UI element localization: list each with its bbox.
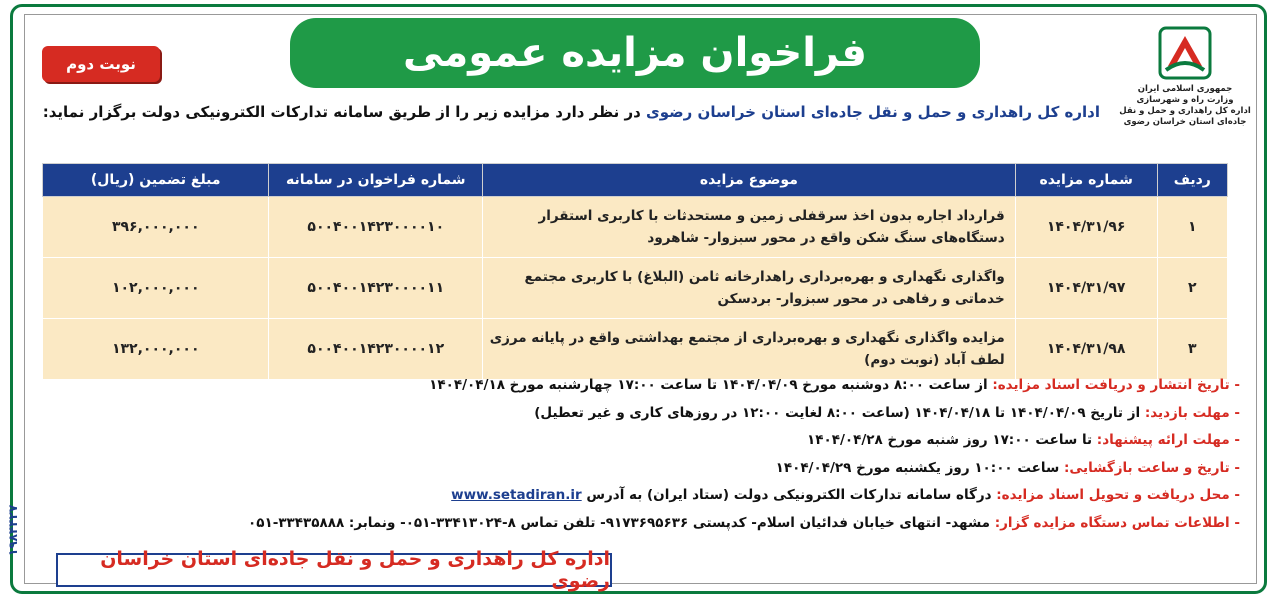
footer-text: اداره کل راهداری و حمل و نقل جاده‌ای استان خراسان رضوی <box>100 548 610 592</box>
detail-value: از تاریخ ۱۴۰۴/۰۴/۰۹ تا ۱۴۰۴/۰۴/۱۸ (ساعت ۸:۰۰ لغایت ۱۲:۰۰ در روزهای کاری و غیر تعطیل) <box>534 404 1145 421</box>
table-row <box>43 258 1228 319</box>
detail-label: - مهلت بازدید: <box>1144 404 1240 421</box>
detail-publish-date <box>30 372 1240 400</box>
guarantee-amount: ۳۹۶,۰۰۰,۰۰۰ <box>43 197 269 258</box>
title-text: فراخوان مزایده عمومی <box>403 30 867 76</box>
auction-subject: واگذاری نگهداری و بهره‌برداری راهدارخانه ثامن (البلاغ) با کاربری مجتمع خدماتی و رفاهی در محور سبزوار- بردسکن <box>483 258 1016 319</box>
guarantee-amount: ۱۳۲,۰۰۰,۰۰۰ <box>43 319 269 380</box>
auction-table <box>42 163 1228 380</box>
detail-label: - اطلاعات تماس دستگاه مزایده گزار: <box>994 514 1240 531</box>
auction-number: ۱۴۰۴/۳۱/۹۸ <box>1015 319 1157 380</box>
second-round-badge <box>42 46 160 82</box>
auction-number: ۱۴۰۴/۳۱/۹۶ <box>1015 197 1157 258</box>
header-subject: موضوع مزایده <box>483 164 1016 197</box>
auction-subject: مزایده واگذاری نگهداری و بهره‌برداری از مجتمع بهداشتی واقع در پایانه مرزی لطف آباد (نوبت دوم) <box>483 319 1016 380</box>
logo-text-2: وزارت راه و شهرسازی <box>1136 95 1234 105</box>
logo-text-4: جاده‌ای استان خراسان رضوی <box>1123 117 1247 127</box>
detail-value: درگاه سامانه تدارکات الکترونیکی دولت (ستاد ایران) به آدرس <box>581 487 997 503</box>
detail-value: تا ساعت ۱۷:۰۰ روز شنبه مورخ ۱۴۰۴/۰۴/۲۸ <box>807 432 1097 448</box>
header-auction-number: شماره مزایده <box>1015 164 1157 197</box>
footer-organization <box>56 548 612 592</box>
call-number: ۵۰۰۴۰۰۱۴۲۳۰۰۰۰۱۱ <box>269 258 483 319</box>
detail-label: - تاریخ انتشار و دریافت اسناد مزایده: <box>992 377 1240 393</box>
detail-offer-deadline <box>30 427 1240 455</box>
guarantee-amount: ۱۰۲,۰۰۰,۰۰۰ <box>43 258 269 319</box>
detail-opening-date <box>30 455 1240 483</box>
road-transport-logo-icon <box>1158 26 1212 80</box>
header-guarantee-amount: مبلغ تضمین (ریال) <box>43 164 269 197</box>
detail-label: - تاریخ و ساعت بازگشایی: <box>1063 459 1240 476</box>
organization-logo <box>1110 26 1260 156</box>
auction-details <box>30 372 1240 537</box>
detail-value: ساعت ۱۰:۰۰ روز یکشنبه مورخ ۱۴۰۴/۰۴/۲۹ <box>775 459 1064 476</box>
row-number: ۱ <box>1157 197 1227 258</box>
detail-value: از ساعت ۸:۰۰ دوشنبه مورخ ۱۴۰۴/۰۴/۰۹ تا ساعت ۱۷:۰۰ چهارشنبه مورخ ۱۴۰۴/۰۴/۱۸ <box>429 377 993 393</box>
row-number: ۳ <box>1157 319 1227 380</box>
intro-organization: اداره کل راهداری و حمل و نقل جاده‌ای استان خراسان رضوی <box>646 103 1100 121</box>
detail-value: مشهد- انتهای خیابان فدائیان اسلام- کدپستی ۹۱۷۳۶۹۵۶۳۶- تلفن تماس ۸-۳۳۴۱۳۰۲۴-۰۵۱- ونمابر: ۳۳۴۳۵۸۸۸-۰۵۱ <box>247 514 995 531</box>
notice-title <box>290 18 980 88</box>
logo-text-1: جمهوری اسلامی ایران <box>1137 84 1233 94</box>
detail-label: - محل دریافت و تحویل اسناد مزایده: <box>996 487 1240 503</box>
table-row <box>43 319 1228 380</box>
call-number: ۵۰۰۴۰۰۱۴۲۳۰۰۰۰۱۰ <box>269 197 483 258</box>
badge-text: نوبت دوم <box>66 55 136 73</box>
logo-text-3: اداره کل راهداری و حمل و نقل <box>1119 106 1251 116</box>
detail-visit-deadline <box>30 400 1240 428</box>
intro-paragraph <box>40 98 1100 126</box>
header-call-number: شماره فراخوان در سامانه <box>269 164 483 197</box>
table-row <box>43 197 1228 258</box>
call-number: ۵۰۰۴۰۰۱۴۲۳۰۰۰۰۱۲ <box>269 319 483 380</box>
table-header-row <box>43 164 1228 197</box>
setadiran-link[interactable]: www.setadiran.ir <box>451 487 582 503</box>
intro-text: در نظر دارد مزایده زیر را از طریق سامانه تدارکات الکترونیکی دولت برگزار نماید: <box>42 103 647 121</box>
auction-number: ۱۴۰۴/۳۱/۹۷ <box>1015 258 1157 319</box>
detail-contact-info <box>30 510 1240 538</box>
auction-subject: قرارداد اجاره بدون اخذ سرقفلی زمین و مستحدثات با کاربری استقرار دستگاه‌های سنگ شکن واقع در محور سبزوار- شاهرود <box>483 197 1016 258</box>
detail-label: - مهلت ارائه پیشنهاد: <box>1096 432 1240 448</box>
detail-document-location <box>30 482 1240 510</box>
row-number: ۲ <box>1157 258 1227 319</box>
header-row-number: ردیف <box>1157 164 1227 197</box>
side-code: ۱۹۸۴۴۲۷ <box>6 504 20 556</box>
